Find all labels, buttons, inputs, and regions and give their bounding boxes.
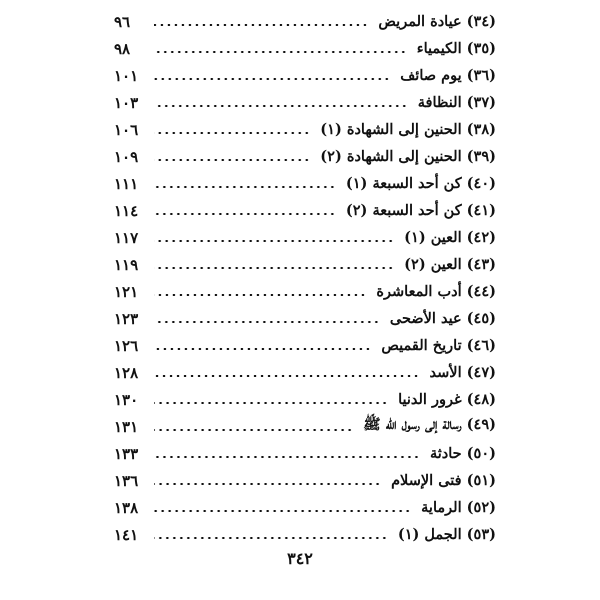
toc-entry-number: (٤٦): [466, 337, 496, 354]
toc-entry-number: (٤٧): [466, 364, 496, 381]
toc-entry-page: ١٠٦: [114, 120, 139, 139]
toc-entry-number: (٤٣): [466, 256, 496, 273]
toc-entry: [114, 467, 496, 494]
toc-entry: [114, 413, 496, 440]
toc-entry-number: (٤٠): [466, 175, 496, 192]
toc-entry-text: عيد الأضحى: [389, 310, 462, 327]
toc-entry: [114, 224, 496, 251]
dot-leader: [154, 375, 420, 377]
toc-entry: [114, 278, 496, 305]
toc-entry-page: ١٢١: [114, 282, 139, 301]
toc-entry-text: أدب المعاشرة: [376, 283, 462, 300]
toc-entry-number: (٥٣): [466, 526, 496, 543]
toc-entry-page: ١٣٣: [114, 444, 139, 463]
toc-entry-title: [370, 283, 496, 300]
toc-entry-number: (٤٤): [466, 283, 496, 300]
toc-entry-number: (٣٤): [466, 13, 496, 30]
table-of-contents: [114, 8, 496, 548]
dot-leader: [154, 510, 411, 512]
toc-entry: [114, 251, 496, 278]
dot-leader: [154, 51, 407, 53]
toc-entry: [114, 440, 496, 467]
toc-entry-title: [424, 445, 496, 462]
toc-entry: [114, 143, 496, 170]
toc-entry: [114, 35, 496, 62]
dot-leader: [154, 105, 408, 107]
toc-entry-page: ١١٧: [114, 228, 139, 247]
toc-entry: [114, 116, 496, 143]
toc-entry: [114, 305, 496, 332]
dot-leader: [154, 456, 420, 458]
toc-entry-page: ١٤١: [114, 525, 139, 544]
toc-entry-title: [394, 67, 496, 84]
toc-entry-text: الأسد: [429, 364, 462, 381]
toc-entry-page: ١١٤: [114, 201, 139, 220]
toc-entry: [114, 170, 496, 197]
toc-entry-number: (٥٠): [466, 445, 496, 462]
dot-leader: [154, 186, 336, 188]
toc-entry-page: ١٢٦: [114, 336, 139, 355]
toc-entry-text: غرور الدنيا: [398, 391, 462, 408]
toc-entry: [114, 197, 496, 224]
toc-entry-title: [357, 416, 496, 437]
toc-entry-page: ١٣١: [114, 417, 139, 436]
toc-entry-number: (٥١): [466, 472, 496, 489]
toc-entry-title: [375, 337, 496, 354]
toc-entry-text: يوم صائف: [400, 67, 462, 84]
toc-entry-text: الحنين إلى الشهادة (٢): [320, 148, 462, 165]
dot-leader: [154, 429, 353, 431]
dot-leader: [154, 24, 368, 26]
toc-entry-page: ١٠١: [114, 66, 139, 85]
toc-entry-title: [398, 229, 496, 246]
toc-entry: [114, 386, 496, 413]
page-number: ٣٤٢: [287, 549, 313, 568]
dot-leader: [154, 483, 381, 485]
dot-leader: [154, 240, 394, 242]
dot-leader: [154, 132, 310, 134]
toc-entry-page: ٩٦: [114, 12, 131, 31]
toc-entry-page: ١١٩: [114, 255, 139, 274]
toc-entry-text: النظافة: [417, 94, 462, 111]
toc-entry-text: كن أحد السبعة (١): [345, 175, 462, 192]
dot-leader: [154, 537, 388, 539]
toc-entry-text: تاريخ القميص: [381, 337, 462, 354]
toc-entry-number: (٥٢): [466, 499, 496, 516]
dot-leader: [154, 267, 394, 269]
toc-entry-page: ١٢٨: [114, 363, 139, 382]
toc-entry-number: (٤٨): [466, 391, 496, 408]
toc-entry-number: (٣٩): [466, 148, 496, 165]
toc-entry-title: [340, 202, 496, 219]
toc-entry-page: ١٢٣: [114, 309, 139, 328]
toc-entry-text: العين (٢): [404, 256, 462, 273]
toc-entry: [114, 521, 496, 548]
dot-leader: [154, 294, 366, 296]
toc-entry: [114, 62, 496, 89]
toc-entry-text: رسالة إلى رسول الله ﷺ: [363, 416, 462, 433]
toc-entry-number: (٣٥): [466, 40, 496, 57]
toc-entry-page: ١٣٠: [114, 390, 139, 409]
toc-entry-title: [412, 94, 496, 111]
toc-entry-number: (٤١): [466, 202, 496, 219]
toc-entry-title: [411, 40, 496, 57]
toc-entry-title: [314, 121, 496, 138]
toc-entry-page: ١٣٦: [114, 471, 139, 490]
dot-leader: [154, 159, 310, 161]
toc-entry: [114, 359, 496, 386]
toc-entry-number: (٣٨): [466, 121, 496, 138]
toc-entry-title: [340, 175, 496, 192]
toc-entry-title: [314, 148, 496, 165]
toc-entry-title: [384, 310, 496, 327]
toc-entry-title: [415, 499, 496, 516]
toc-entry-number: (٤٢): [466, 229, 496, 246]
toc-entry-page: ٩٨: [114, 39, 131, 58]
dot-leader: [154, 348, 371, 350]
toc-entry-title: [372, 13, 496, 30]
toc-entry: [114, 8, 496, 35]
toc-entry-text: فتى الإسلام: [391, 472, 462, 489]
toc-entry-page: ١١١: [114, 174, 139, 193]
toc-entry-text: الرماية: [421, 499, 462, 516]
dot-leader: [154, 213, 336, 215]
toc-entry-number: (٣٦): [466, 67, 496, 84]
toc-entry-page: ١٠٣: [114, 93, 139, 112]
toc-entry-title: [398, 256, 496, 273]
toc-entry-title: [392, 526, 496, 543]
toc-entry: [114, 494, 496, 521]
dot-leader: [154, 321, 380, 323]
toc-entry-title: [424, 364, 496, 381]
toc-entry-text: الجمل (١): [397, 526, 462, 543]
toc-entry-page: ١٠٩: [114, 147, 139, 166]
toc-entry-title: [392, 391, 496, 408]
toc-entry-number: (٤٥): [466, 310, 496, 327]
toc-entry-text: العين (١): [404, 229, 462, 246]
toc-entry-number: (٤٩): [466, 416, 496, 433]
toc-entry-text: عيادة المريض: [378, 13, 462, 30]
toc-entry-text: الكيمياء: [416, 40, 462, 57]
toc-entry-page: ١٣٨: [114, 498, 139, 517]
toc-entry-text: الحنين إلى الشهادة (١): [320, 121, 462, 138]
toc-entry-text: حادثة: [429, 445, 462, 462]
toc-entry-title: [385, 472, 496, 489]
toc-entry-text: كن أحد السبعة (٢): [345, 202, 462, 219]
dot-leader: [154, 78, 390, 80]
toc-entry: [114, 332, 496, 359]
toc-entry-number: (٣٧): [466, 94, 496, 111]
toc-entry: [114, 89, 496, 116]
dot-leader: [154, 402, 388, 404]
